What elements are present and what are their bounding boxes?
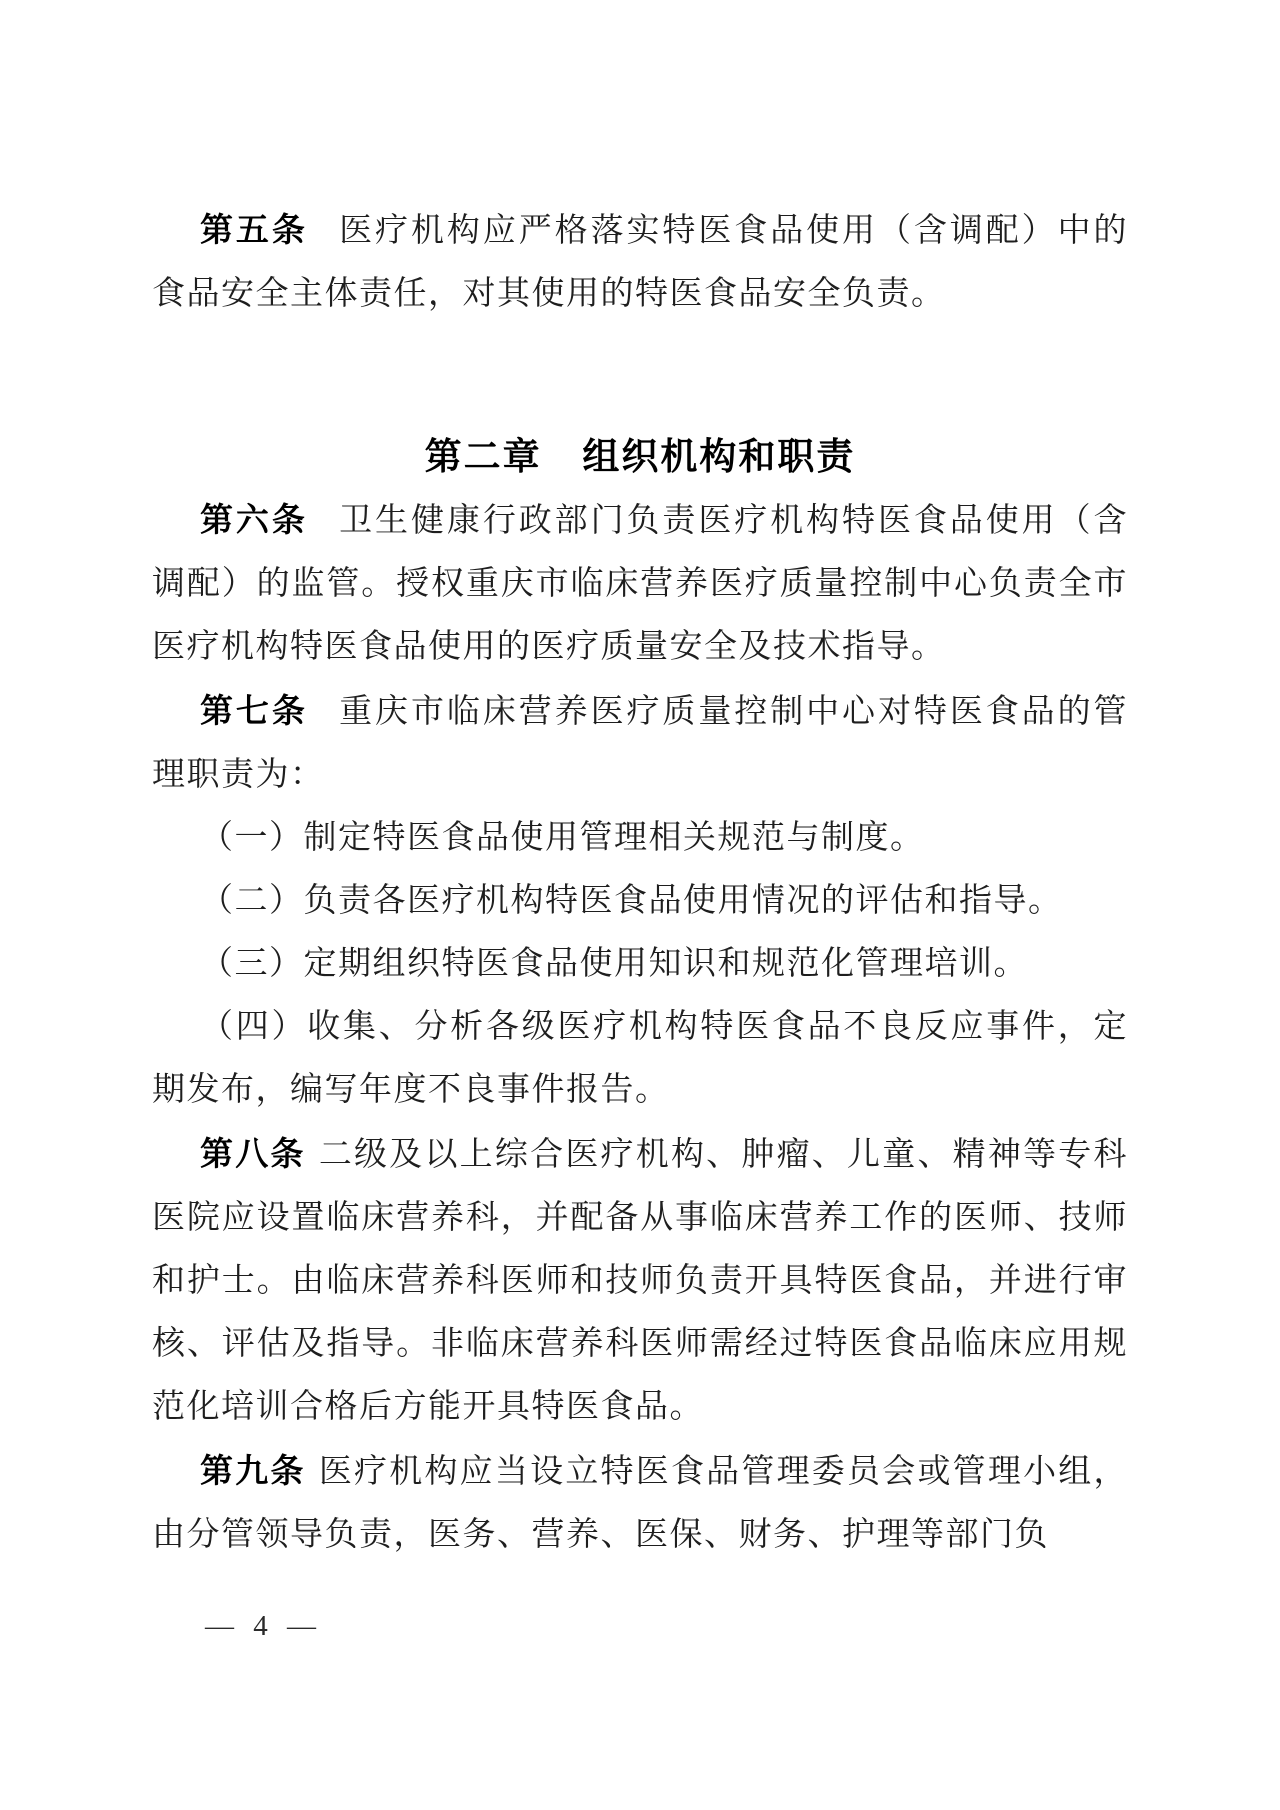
list-item [152,996,1128,1122]
list-item [152,870,1128,933]
page-number: — 4 — [205,1610,318,1642]
list-item-text: （四）收集、分析各级医疗机构特医食品不良反应事件，定期发布，编写年度不良事件报告。 [152,1009,1128,1108]
list-item-text: （二）负责各医疗机构特医食品使用情况的评估和指导。 [200,883,1063,919]
list-item-text: （三）定期组织特医食品使用知识和规范化管理培训。 [200,946,1028,982]
document-body [152,198,1128,1567]
chapter-heading [152,425,1128,488]
article-text: 二级及以上综合医疗机构、肿瘤、儿童、精神等专科医院应设置临床营养科，并配备从事临床营养工作的医师、技师和护士。由临床营养科医师和技师负责开具特医食品，并进行审核、评估及指导。非临床营养科医师需经过特医食品临床应用规范化培训合格后方能开具特医食品。 [152,1137,1129,1425]
list-item [152,807,1128,870]
article-text: 重庆市临床营养医疗质量控制中心对特医食品的管理职责为： [152,694,1129,793]
article-paragraph [152,679,1128,807]
article-number: 第七条 [200,692,308,729]
article-paragraph [152,198,1128,326]
article-number: 第五条 [200,211,308,248]
list-item [152,933,1128,996]
article-text: 卫生健康行政部门负责医疗机构特医食品使用（含调配）的监管。授权重庆市临床营养医疗质量控制中心负责全市医疗机构特医食品使用的医疗质量安全及技术指导。 [152,503,1129,665]
article-number: 第九条 [200,1452,306,1489]
article-paragraph [152,1122,1128,1439]
chapter-number: 第二章 [424,436,542,477]
article-text: 医疗机构应当设立特医食品管理委员会或管理小组，由分管领导负责，医务、营养、医保、财务、护理等部门负 [152,1454,1129,1553]
article-paragraph [152,488,1128,679]
article-paragraph [152,1439,1128,1567]
article-number: 第八条 [200,1135,306,1172]
article-number: 第六条 [200,501,308,538]
list-item-text: （一）制定特医食品使用管理相关规范与制度。 [200,820,925,856]
article-text: 医疗机构应严格落实特医食品使用（含调配）中的食品安全主体责任，对其使用的特医食品安全负责。 [152,213,1129,312]
chapter-title: 组织机构和职责 [582,436,856,477]
